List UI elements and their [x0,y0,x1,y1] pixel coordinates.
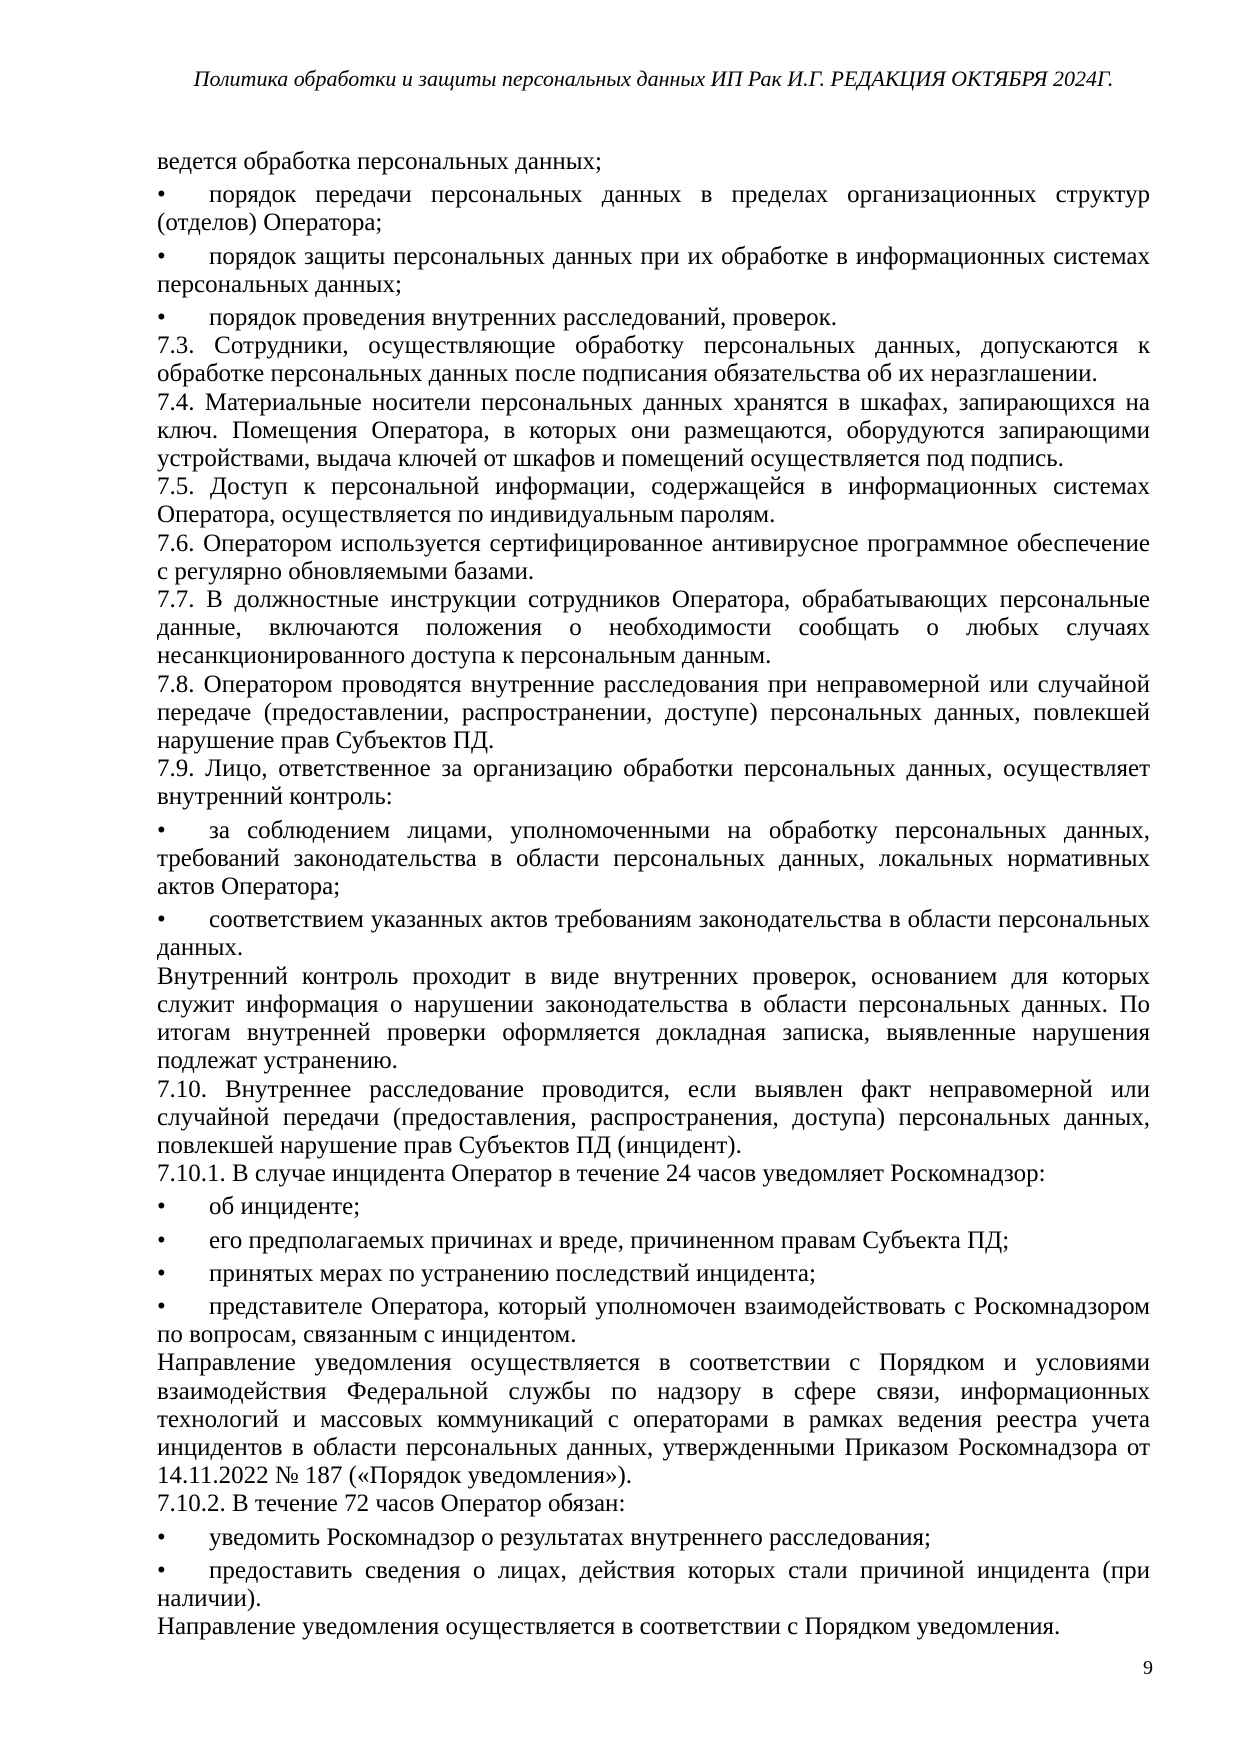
paragraph-text: ведется обработка персональных данных; [157,148,602,175]
paragraph [157,755,1150,811]
paragraph [157,1076,1150,1161]
bullet-item [157,1260,1150,1288]
bullet-item [157,1193,1150,1221]
bullet-icon: • [157,1193,166,1221]
paragraph [157,671,1150,756]
paragraph-text: Внутренний контроль проходит в виде внутренних проверок, основанием для которых служит информация о нарушении законодательства в области персональных данных. По итогам внутренней проверки оформляется докладная записка, выявленные нарушения подлежат устранению. [157,962,1150,1075]
paragraph-text: 7.9. Лицо, ответственное за организацию обработки персональных данных, осуществляет внутренний контроль: [157,755,1150,811]
bullet-icon: • [157,906,166,934]
paragraph [157,473,1150,529]
bullet-icon: • [157,1556,166,1584]
paragraph-text: порядок защиты персональных данных при их обработке в информационных системах персональных данных; [157,242,1150,298]
paragraph-text: 7.7. В должностные инструкции сотрудников Оператора, обрабатывающих персональные данные, включаются положения о необходимости сообщать о любых случаях несанкционированного доступа к персональным данным. [157,586,1150,670]
paragraph [157,963,1150,1076]
paragraph-text: 7.10.2. В течение 72 часов Оператор обязан: [157,1490,626,1518]
paragraph-text: 7.8. Оператором проводятся внутренние расследования при неправомерной или случайной передаче (предоставлении, распространении, доступе) персональных данных, повлекшей нарушение прав Субъектов ПД. [157,670,1150,755]
bullet-item [157,243,1150,299]
paragraph [157,389,1150,474]
paragraph-text: 7.5. Доступ к персональной информации, содержащейся в информационных системах Оператора, осуществляется по индивидуальным паролям. [157,473,1150,529]
bullet-icon: • [157,1523,166,1551]
paragraph [157,530,1150,586]
bullet-item [157,1524,1150,1552]
paragraph-text: 7.3. Сотрудники, осуществляющие обработку персональных данных, допускаются к обработке персональных данных после подписания обязательства об их неразглашении. [157,332,1150,388]
paragraph-text: об инциденте; [209,1193,361,1221]
paragraph [157,148,1150,176]
paragraph-text: представителе Оператора, который уполномочен взаимодействовать с Роскомнадзором по вопросам, связанным с инцидентом. [157,1292,1150,1349]
bullet-item [157,1227,1150,1255]
bullet-item [157,304,1150,332]
bullet-item [157,181,1150,237]
paragraph-text: его предполагаемых причинах и вреде, причиненном правам Субъекта ПД; [209,1226,1010,1254]
paragraph-text: порядок передачи персональных данных в пределах организационных структур (отделов) Оператора; [157,181,1150,237]
paragraph-text: уведомить Роскомнадзор о результатах внутреннего расследования; [209,1523,931,1551]
bullet-item [157,1293,1150,1349]
paragraph [157,1349,1150,1490]
running-header: Политика обработки и защиты персональных данных ИП Рак И.Г. РЕДАКЦИЯ ОКТЯБРЯ 2024Г. [193,66,1114,91]
paragraph-text: 7.6. Оператором используется сертифицированное антивирусное программное обеспечение с регулярно обновляемыми базами. [157,529,1150,585]
bullet-icon: • [157,242,166,270]
paragraph-text: 7.10. Внутреннее расследование проводится, если выявлен факт неправомерной или случайной передачи (предоставления, распространения, доступа) персональных данных, повлекшей нарушение прав Субъектов ПД (инцидент). [157,1075,1150,1159]
paragraph [157,1490,1150,1518]
paragraph [157,586,1150,671]
paragraph-text: порядок проведения внутренних расследований, проверок. [209,304,838,332]
bullet-item [157,1557,1150,1613]
paragraph-text: 7.10.1. В случае инцидента Оператор в течение 24 часов уведомляет Роскомнадзор: [157,1160,1046,1188]
document-body [157,148,1150,1641]
bullet-item [157,817,1150,902]
paragraph-text: принятых мерах по устранению последствий инцидента; [209,1259,816,1287]
bullet-icon: • [157,1259,166,1287]
bullet-icon: • [157,816,166,844]
bullet-icon: • [157,181,166,209]
paragraph [157,332,1150,388]
paragraph [157,1160,1150,1188]
paragraph-text: за соблюдением лицами, уполномоченными на обработку персональных данных, требований законодательства в области персональных данных, локальных нормативных актов Оператора; [157,816,1150,901]
paragraph-text: Направление уведомления осуществляется в соответствии с Порядком уведомления. [157,1613,1061,1641]
paragraph-text: 7.4. Материальные носители персональных данных хранятся в шкафах, запирающихся на ключ. Помещения Оператора, в которых они размещаются, оборудуются запирающими устройствами, выдача ключей от шкафов и помещений осуществляется под подпись. [157,388,1150,473]
bullet-icon: • [157,1292,166,1320]
bullet-icon: • [157,304,166,332]
paragraph-text: предоставить сведения о лицах, действия которых стали причиной инцидента (при наличии). [157,1556,1150,1612]
paragraph-text: Направление уведомления осуществляется в соответствии с Порядком и условиями взаимодействия Федеральной службы по надзору в сфере связи, информационных технологий и массовых коммуникаций с операторами в рамках ведения реестра учета инцидентов в области персональных данных, утвержденными Приказом Роскомнадзора от 14.11.2022 № 187 («Порядок уведомления»). [157,1349,1150,1490]
bullet-icon: • [157,1226,166,1254]
bullet-item [157,906,1150,962]
page-number: 9 [1143,1657,1153,1679]
paragraph-text: соответствием указанных актов требованиям законодательства в области персональных данных. [157,906,1150,962]
paragraph [157,1613,1150,1641]
